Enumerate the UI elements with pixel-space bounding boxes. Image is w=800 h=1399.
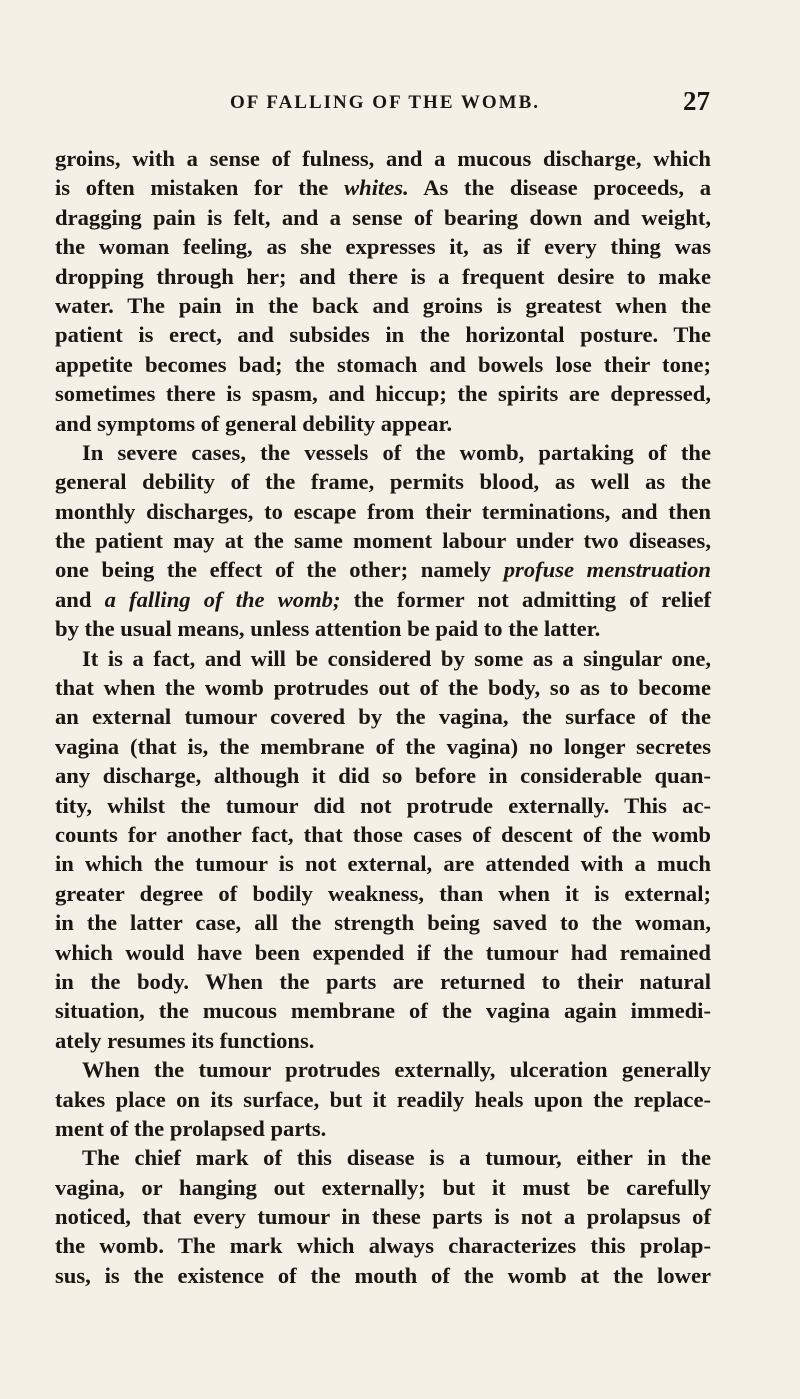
text-run: an external tumour covered by the vagina, the surface of the bbox=[55, 704, 711, 730]
text-run: in the latter case, all the strength being saved to the woman, bbox=[55, 910, 711, 936]
text-run: groins, with a sense of fulness, and a mucous discharge, which bbox=[55, 146, 711, 171]
text-run: tity, whilst the tumour did not protrude externally. This ac- bbox=[55, 792, 711, 818]
text-line bbox=[55, 1085, 711, 1114]
text-line bbox=[55, 350, 711, 379]
text-line bbox=[55, 908, 711, 937]
text-run: ately resumes its functions. bbox=[55, 1027, 315, 1053]
text-line bbox=[55, 761, 711, 790]
text-run: and bbox=[55, 586, 105, 612]
text-run: in which the tumour is not external, are attended with a much bbox=[55, 851, 711, 877]
text-run: In severe cases, the vessels of the womb, partaking of the bbox=[82, 439, 711, 465]
text-run: any discharge, although it did so before in considerable quan- bbox=[55, 763, 711, 789]
text-run: the womb. The mark which always characterizes this prolap- bbox=[55, 1233, 711, 1259]
text-line bbox=[55, 291, 711, 320]
text-run: greater degree of bodily weakness, than when it is external; bbox=[55, 880, 711, 906]
text-line bbox=[55, 1143, 711, 1172]
text-run: takes place on its surface, but it readily heals upon the replace- bbox=[55, 1086, 711, 1112]
text-line bbox=[55, 438, 711, 467]
text-line bbox=[55, 585, 711, 614]
text-line bbox=[55, 849, 711, 878]
text-run: that when the womb protrudes out of the body, so as to become bbox=[55, 675, 711, 701]
text-line bbox=[55, 262, 711, 291]
text-run: appetite becomes bad; the stomach and bowels lose their tone; bbox=[55, 351, 711, 377]
text-line bbox=[55, 1261, 711, 1290]
text-line bbox=[55, 996, 711, 1025]
text-line bbox=[55, 1202, 711, 1231]
text-run: one being the effect of the other; namely bbox=[55, 557, 504, 583]
text-run: vagina (that is, the membrane of the vagina) no longer secretes bbox=[55, 733, 711, 759]
text-line bbox=[55, 379, 711, 408]
text-run: vagina, or hanging out externally; but it must be carefully bbox=[55, 1174, 711, 1200]
text-run: When the tumour protrudes externally, ulceration generally bbox=[82, 1057, 711, 1083]
text-line bbox=[55, 702, 711, 731]
running-title: OF FALLING OF THE WOMB. bbox=[229, 92, 541, 113]
text-run: patient is erect, and subsides in the horizontal posture. The bbox=[55, 322, 711, 348]
text-run: dragging pain is felt, and a sense of bearing down and weight, bbox=[55, 204, 711, 230]
text-line bbox=[55, 1026, 711, 1055]
text-line bbox=[55, 1173, 711, 1202]
text-line bbox=[55, 967, 711, 996]
text-line bbox=[55, 409, 711, 438]
text-run: the patient may at the same moment labour under two diseases, bbox=[55, 528, 711, 554]
text-line bbox=[55, 644, 711, 673]
text-run: ment of the prolapsed parts. bbox=[55, 1115, 327, 1141]
text-run: the former not admitting of relief bbox=[340, 586, 712, 612]
page-number: 27 bbox=[683, 86, 710, 116]
text-line bbox=[55, 1114, 711, 1143]
text-line bbox=[55, 820, 711, 849]
text-line bbox=[55, 938, 711, 967]
text-run: the woman feeling, as she expresses it, as if every thing was bbox=[55, 234, 711, 260]
text-run: The chief mark of this disease is a tumour, either in the bbox=[82, 1145, 711, 1171]
text-run: by the usual means, unless attention be paid to the latter. bbox=[55, 616, 601, 642]
text-run: noticed, that every tumour in these parts is not a prolapsus of bbox=[55, 1204, 711, 1230]
body-text bbox=[55, 144, 711, 1290]
text-line bbox=[55, 732, 711, 761]
text-run: general debility of the frame, permits blood, as well as the bbox=[55, 469, 711, 495]
italic-text: profuse menstruation bbox=[503, 557, 711, 583]
text-run: dropping through her; and there is a frequent desire to make bbox=[55, 263, 711, 289]
text-line bbox=[55, 144, 711, 173]
italic-text: a falling of the womb; bbox=[104, 586, 341, 612]
text-line bbox=[55, 555, 711, 584]
text-run: and symptoms of general debility appear. bbox=[55, 410, 453, 436]
text-line bbox=[55, 614, 711, 643]
text-run: which would have been expended if the tumour had remained bbox=[55, 939, 711, 965]
text-line bbox=[55, 467, 711, 496]
text-line bbox=[55, 173, 711, 202]
text-line bbox=[55, 1055, 711, 1084]
text-line bbox=[55, 791, 711, 820]
text-line bbox=[55, 497, 711, 526]
text-line bbox=[55, 879, 711, 908]
text-line bbox=[55, 320, 711, 349]
text-line bbox=[55, 203, 711, 232]
text-line bbox=[55, 673, 711, 702]
text-line bbox=[55, 526, 711, 555]
text-run: It is a fact, and will be considered by some as a singular one, bbox=[82, 645, 711, 671]
text-run: water. The pain in the back and groins is greatest when the bbox=[55, 292, 711, 318]
text-run: sus, is the existence of the mouth of the womb at the lower bbox=[55, 1262, 711, 1288]
text-run: is often mistaken for the bbox=[55, 175, 345, 201]
text-run: in the body. When the parts are returned to their natural bbox=[55, 968, 711, 994]
italic-text: whites. bbox=[344, 175, 409, 201]
text-run: monthly discharges, to escape from their terminations, and then bbox=[55, 498, 711, 524]
text-run: As the disease proceeds, a bbox=[408, 175, 711, 201]
page-header bbox=[60, 86, 710, 120]
text-run: counts for another fact, that those cases of descent of the womb bbox=[55, 821, 711, 847]
text-line bbox=[55, 1231, 711, 1260]
text-run: situation, the mucous membrane of the vagina again immedi- bbox=[55, 998, 711, 1024]
text-line bbox=[55, 232, 711, 261]
text-run: sometimes there is spasm, and hiccup; the spirits are depressed, bbox=[55, 381, 711, 407]
